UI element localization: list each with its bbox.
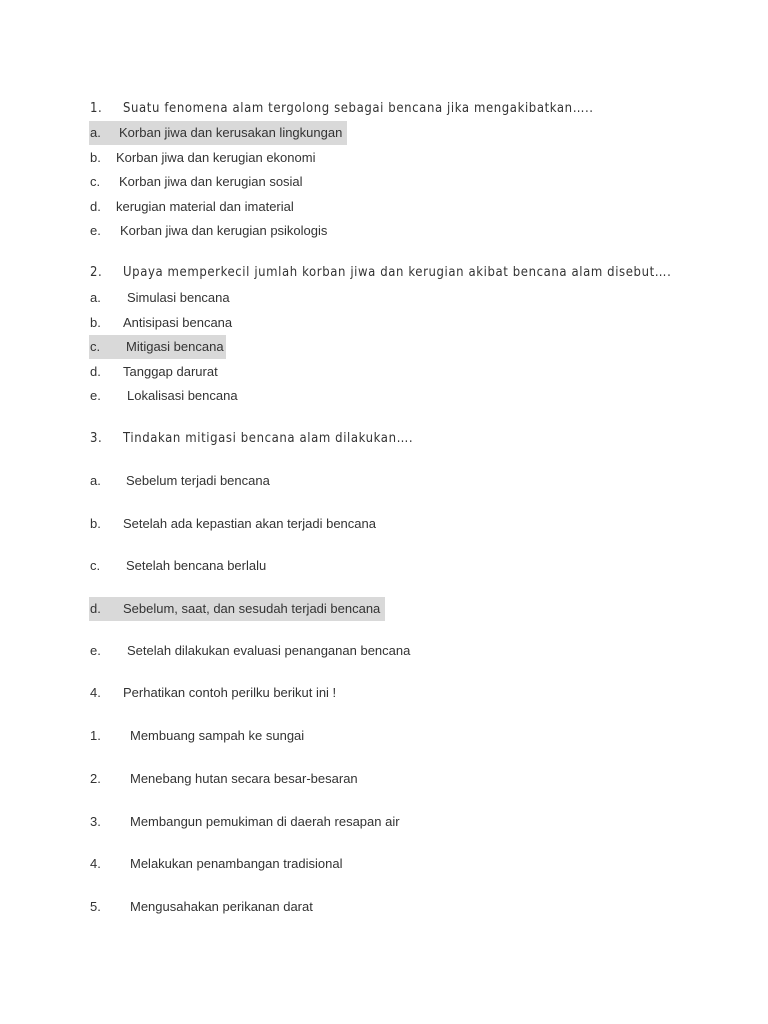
- question-number: 1.: [90, 101, 103, 116]
- option-text: Korban jiwa dan kerugian ekonomi: [116, 150, 316, 165]
- option-text: Tanggap darurat: [123, 364, 218, 379]
- option-text: Korban jiwa dan kerugian psikologis: [120, 223, 328, 238]
- option-text: Simulasi bencana: [127, 290, 230, 305]
- question-text: Tindakan mitigasi bencana alam dilakukan….: [123, 431, 414, 446]
- question-number: 2.: [90, 265, 103, 280]
- list-number: 3.: [90, 814, 101, 829]
- list-text: Membuang sampah ke sungai: [130, 728, 305, 743]
- option-text: Setelah dilakukan evaluasi penanganan bencana: [127, 643, 411, 658]
- question-number: 3.: [90, 431, 103, 446]
- option-letter: c.: [90, 339, 101, 354]
- option-letter: c.: [90, 558, 101, 573]
- option-letter: d.: [90, 364, 101, 379]
- question-text: Suatu fenomena alam tergolong sebagai bencana jika mengakibatkan…..: [123, 101, 594, 116]
- question-text: Perhatikan contoh perilku berikut ini !: [123, 685, 337, 700]
- option-letter: e.: [90, 388, 101, 403]
- option-letter: b.: [90, 516, 101, 531]
- option-text: Sebelum terjadi bencana: [126, 473, 270, 488]
- option-text: Antisipasi bencana: [123, 315, 233, 330]
- option-letter: c.: [90, 174, 101, 189]
- list-number: 1.: [90, 728, 101, 743]
- option-text: kerugian material dan imaterial: [116, 199, 294, 214]
- option-letter: e.: [90, 643, 101, 658]
- question-text: Upaya memperkecil jumlah korban jiwa dan kerugian akibat bencana alam disebut….: [123, 265, 672, 280]
- option-text: Setelah ada kepastian akan terjadi bencana: [123, 516, 376, 531]
- question-number: 4.: [90, 685, 101, 700]
- option-text: Lokalisasi bencana: [127, 388, 238, 403]
- option-letter: d.: [90, 199, 101, 214]
- option-text: Mitigasi bencana: [126, 339, 224, 354]
- list-number: 5.: [90, 899, 101, 914]
- option-letter: a.: [90, 125, 101, 140]
- option-letter: a.: [90, 473, 101, 488]
- list-text: Menebang hutan secara besar-besaran: [130, 771, 358, 786]
- option-letter: a.: [90, 290, 101, 305]
- list-text: Membangun pemukiman di daerah resapan air: [130, 814, 400, 829]
- list-text: Mengusahakan perikanan darat: [130, 899, 313, 914]
- option-text: Setelah bencana berlalu: [126, 558, 267, 573]
- list-number: 2.: [90, 771, 101, 786]
- option-text: Korban jiwa dan kerusakan lingkungan: [119, 125, 343, 140]
- option-text: Korban jiwa dan kerugian sosial: [119, 174, 303, 189]
- option-letter: b.: [90, 150, 101, 165]
- option-text: Sebelum, saat, dan sesudah terjadi bencana: [123, 601, 381, 616]
- option-letter: e.: [90, 223, 101, 238]
- list-number: 4.: [90, 856, 101, 871]
- list-text: Melakukan penambangan tradisional: [130, 856, 343, 871]
- option-letter: d.: [90, 601, 101, 616]
- option-letter: b.: [90, 315, 101, 330]
